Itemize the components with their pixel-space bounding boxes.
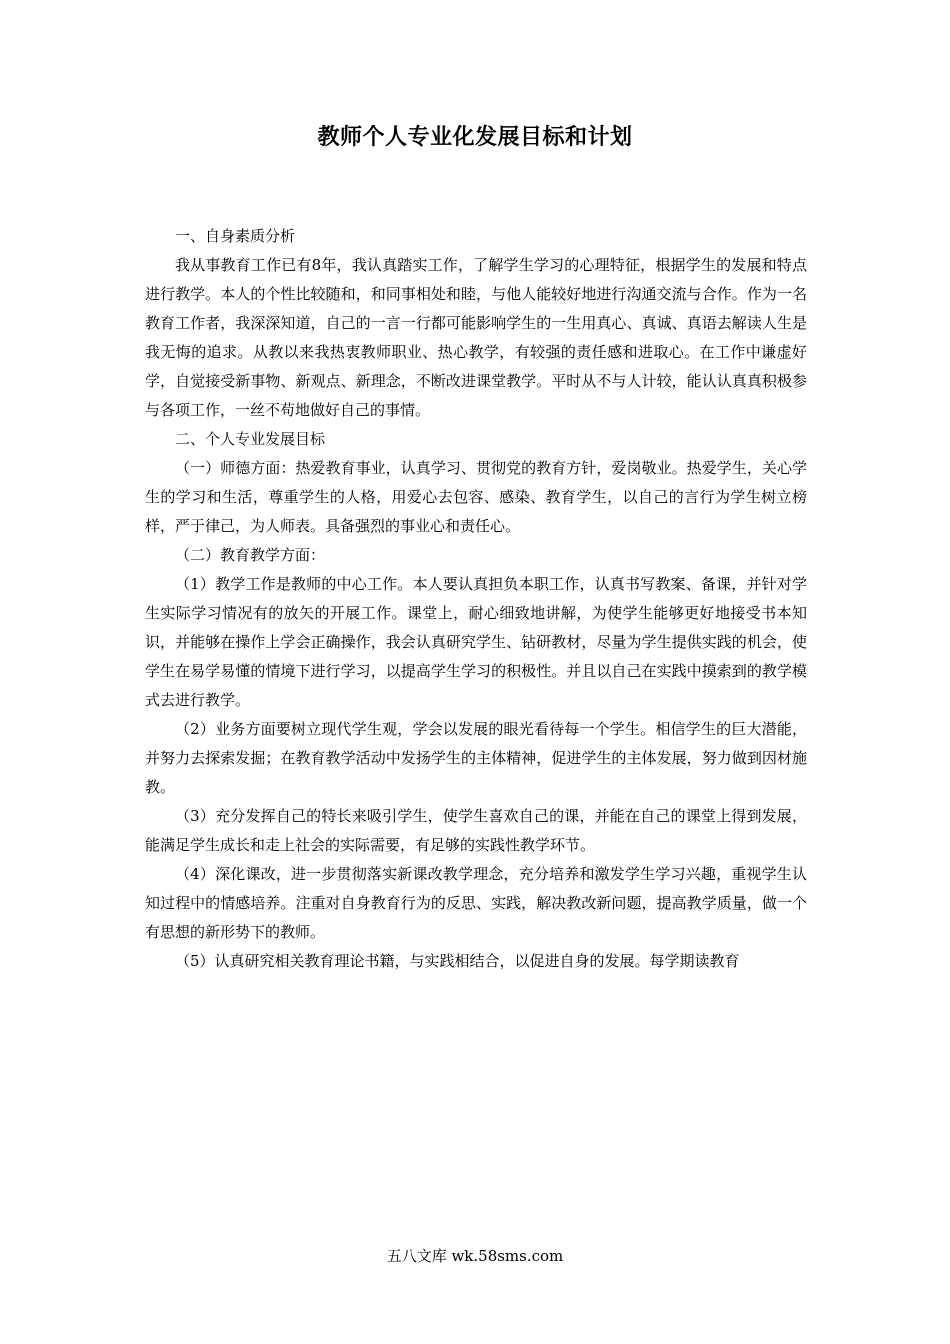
section-heading-development-goals: 二、个人专业发展目标 — [175, 430, 326, 448]
paragraph-item-5: （5）认真研究相关教育理论书籍，与实践相结合，以促进自身的发展。每学期读教育 — [175, 952, 740, 970]
paragraph-item-2: （2）业务方面要树立现代学生观，学会以发展的眼光看待每一个学生。相信学生的巨大潜能，并努力去探索发掘；在教育教学活动中发扬学生的主体精神，促进学生的主体发展，努力做到因材施教。 — [145, 720, 807, 796]
paragraph-teacher-ethics: （一）师德方面：热爱教育事业，认真学习、贯彻党的教育方针，爱岗敬业。热爱学生，关心学生的学习和生活，尊重学生的人格，用爱心去包容、感染、教育学生，以自己的言行为学生树立榜样，严于律己，为人师表。具备强烈的事业心和责任心。 — [145, 459, 807, 535]
paragraph-item-3: （3）充分发挥自己的特长来吸引学生，使学生喜欢自己的课，并能在自己的课堂上得到发展，能满足学生成长和走上社会的实际需要，有足够的实践性教学环节。 — [145, 807, 807, 854]
document-body — [145, 222, 807, 976]
section-heading-self-analysis: 一、自身素质分析 — [175, 227, 296, 245]
subsection-heading-teaching: （二）教育教学方面： — [175, 546, 326, 564]
paragraph-self-analysis: 我从事教育工作已有8年，我认真踏实工作，了解学生学习的心理特征，根据学生的发展和特点进行教学。本人的个性比较随和，和同事相处和睦，与他人能较好地进行沟通交流与合作。作为一名教育工作者，我深深知道，自己的一言一行都可能影响学生的一生用真心、真诚、真语去解读人生是我无悔的追求。从教以来我热衷教师职业、热心教学，有较强的责任感和进取心。在工作中谦虚好学，自觉接受新事物、新观点、新理念，不断改进课堂教学。平时从不与人计较，能认认真真积极参与各项工作，一丝不苟地做好自己的事情。 — [145, 256, 807, 419]
paragraph-item-4: （4）深化课改，进一步贯彻落实新课改教学理念，充分培养和激发学生学习兴趣，重视学生认知过程中的情感培养。注重对自身教育行为的反思、实践，解决教改新问题，提高教学质量，做一个有思想的新形势下的教师。 — [145, 865, 807, 941]
paragraph-item-1: （1）教学工作是教师的中心工作。本人要认真担负本职工作，认真书写教案、备课，并针对学生实际学习情况有的放矢的开展工作。课堂上，耐心细致地讲解，为使学生能够更好地接受书本知识，并能够在操作上学会正确操作，我会认真研究学生、钻研教材，尽量为学生提供实践的机会，使学生在易学易懂的情境下进行学习，以提高学生学习的积极性。并且以自己在实践中摸索到的教学模式去进行教学。 — [145, 575, 807, 709]
document-title: 教师个人专业化发展目标和计划 — [317, 124, 633, 150]
page-footer: 五八文库 wk.58sms.com — [386, 1247, 564, 1265]
